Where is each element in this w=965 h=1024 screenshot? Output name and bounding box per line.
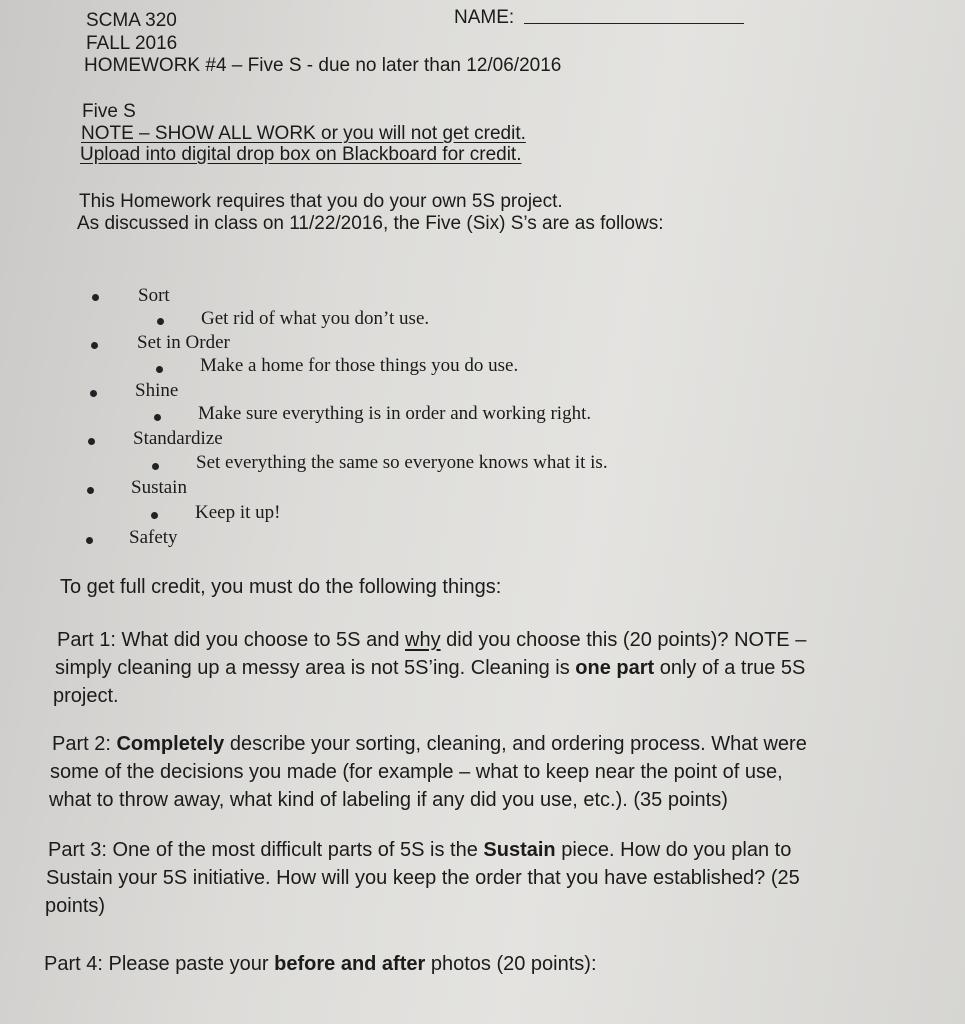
five-s-desc: Make sure everything is in order and working right. — [198, 403, 592, 424]
part-1-text: What did you choose to 5S and — [115, 629, 405, 651]
bullet-icon — [86, 537, 93, 544]
part-1-bold: one part — [575, 657, 655, 679]
part-3-line-3: points) — [45, 895, 106, 917]
intro-line-1: This Homework requires that you do your own 5S project. — [79, 191, 563, 212]
bullet-icon — [90, 390, 97, 397]
name-blank-line — [524, 23, 744, 24]
part-2-line-1 — [52, 730, 807, 758]
upload-note: Upload into digital drop box on Blackboard for credit. — [80, 144, 522, 165]
bullet-icon — [156, 366, 163, 373]
part-1-text-4: only of a true 5S — [654, 657, 806, 679]
part-3-bold: Sustain — [483, 839, 556, 861]
part-1-line-2 — [55, 654, 806, 682]
bullet-icon — [87, 487, 94, 494]
five-s-item: Sort — [138, 285, 170, 306]
part-1-line-3: project. — [53, 685, 119, 707]
part-4-text: Please paste your — [102, 953, 275, 975]
part-3-label: Part 3: — [48, 839, 107, 861]
part-2 — [49, 730, 807, 814]
part-2-bold: Completely — [116, 733, 225, 755]
topic-title: Five S — [82, 101, 136, 122]
name-label: NAME: — [454, 7, 515, 28]
part-1-text-3: simply cleaning up a messy area is not 5S’ing. Cleaning is — [55, 657, 576, 679]
part-1-label: Part 1: — [57, 629, 116, 651]
show-work-note: NOTE – SHOW ALL WORK or you will not get credit. — [81, 123, 526, 144]
part-1-why: why — [405, 629, 441, 651]
part-3-line-2: Sustain your 5S initiative. How will you keep the order that you have established? (25 — [46, 867, 800, 889]
five-s-desc: Make a home for those things you do use. — [200, 355, 519, 376]
part-4-bold: before and after — [274, 953, 426, 975]
course-code: SCMA 320 — [86, 10, 177, 31]
bullet-icon — [151, 512, 158, 519]
bullet-icon — [157, 318, 164, 325]
bullet-icon — [152, 463, 159, 470]
intro-line-2: As discussed in class on 11/22/2016, the Five (Six) S’s are as follows: — [77, 213, 664, 234]
part-3 — [45, 836, 800, 920]
term: FALL 2016 — [86, 33, 178, 54]
requirements-heading: To get full credit, you must do the following things: — [60, 576, 502, 598]
five-s-item: Sustain — [131, 477, 187, 498]
part-4-text-2: photos (20 points): — [425, 953, 597, 975]
assignment-title: HOMEWORK #4 – Five S - due no later than 12/06/2016 — [84, 55, 562, 76]
five-s-item: Standardize — [133, 428, 223, 449]
part-3-line-1 — [48, 836, 800, 864]
part-1 — [53, 626, 807, 710]
part-2-text: describe your sorting, cleaning, and ordering process. What were — [224, 733, 807, 755]
five-s-item: Safety — [129, 527, 178, 548]
five-s-desc: Set everything the same so everyone knows what it is. — [196, 452, 608, 473]
part-3-text-2: piece. How do you plan to — [555, 839, 792, 861]
five-s-item: Shine — [135, 380, 179, 401]
bullet-icon — [154, 414, 161, 421]
part-2-line-2: some of the decisions you made (for example – what to keep near the point of use, — [50, 761, 783, 783]
part-2-line-3: what to throw away, what kind of labeling if any did you use, etc.). (35 points) — [49, 789, 728, 811]
bullet-icon — [88, 438, 95, 445]
part-4-label: Part 4: — [44, 953, 103, 975]
part-3-text: One of the most difficult parts of 5S is the — [106, 839, 484, 861]
five-s-desc: Keep it up! — [195, 502, 281, 523]
part-2-label: Part 2: — [52, 733, 111, 755]
five-s-desc: Get rid of what you don’t use. — [201, 308, 430, 329]
part-1-text-2: did you choose this (20 points)? NOTE – — [440, 629, 807, 651]
bullet-icon — [92, 294, 99, 301]
part-1-line-1 — [57, 626, 806, 654]
five-s-item: Set in Order — [137, 332, 230, 353]
bullet-icon — [91, 342, 98, 349]
part-4 — [44, 950, 597, 978]
